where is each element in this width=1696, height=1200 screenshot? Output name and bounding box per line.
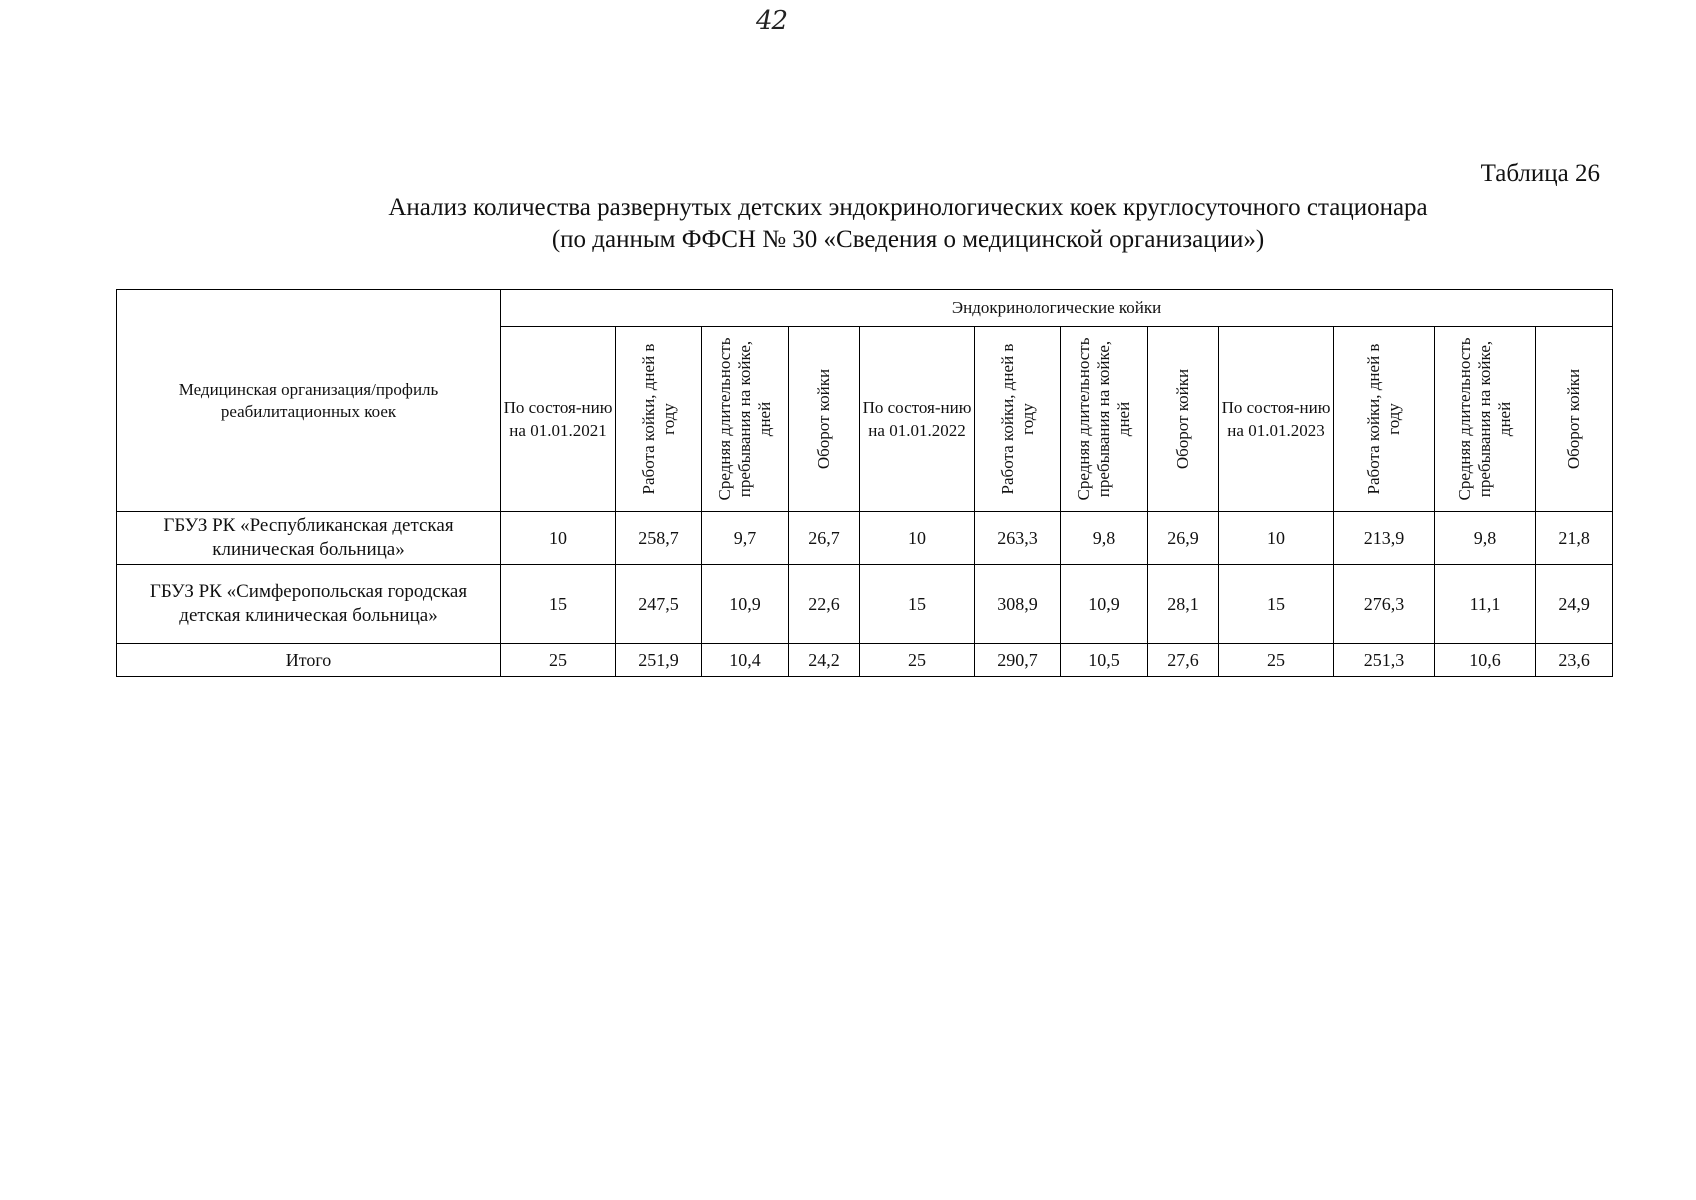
value-cell: 27,6 [1148,644,1219,677]
column-header: Оборот койки [1536,327,1613,512]
value-cell: 10 [860,512,975,565]
value-cell: 26,7 [789,512,860,565]
document-title [0,192,1696,256]
value-cell: 10,6 [1435,644,1536,677]
column-header: Работа койки, дней в году [1334,327,1435,512]
value-cell: 9,7 [702,512,789,565]
value-cell: 10 [1219,512,1334,565]
total-row [117,644,1613,677]
column-header: Средняя длительность пребывания на койке, дней [1061,327,1148,512]
column-header: Работа койки, дней в году [975,327,1061,512]
value-cell: 26,9 [1148,512,1219,565]
value-cell: 15 [501,565,616,644]
value-cell: 25 [501,644,616,677]
org-column-header: Медицинская организация/профиль реабилитационных коек [117,290,501,512]
column-header: По состоя-нию на 01.01.2022 [860,327,975,512]
table-label: Таблица 26 [1480,160,1600,187]
table-row [117,565,1613,644]
value-cell: 10,5 [1061,644,1148,677]
column-header: Средняя длительность пребывания на койке, дней [702,327,789,512]
value-cell: 24,2 [789,644,860,677]
beds-analysis-table [116,289,1613,677]
column-header: По состоя-нию на 01.01.2021 [501,327,616,512]
value-cell: 213,9 [1334,512,1435,565]
value-cell: 263,3 [975,512,1061,565]
value-cell: 23,6 [1536,644,1613,677]
value-cell: 10,9 [1061,565,1148,644]
value-cell: 11,1 [1435,565,1536,644]
value-cell: 15 [860,565,975,644]
value-cell: 308,9 [975,565,1061,644]
value-cell: 24,9 [1536,565,1613,644]
value-cell: 28,1 [1148,565,1219,644]
column-header: По состоя-нию на 01.01.2023 [1219,327,1334,512]
table-row [117,512,1613,565]
org-name-cell: ГБУЗ РК «Симферопольская городская детская клиническая больница» [117,565,501,644]
value-cell: 9,8 [1435,512,1536,565]
value-cell: 258,7 [616,512,702,565]
value-cell: 25 [1219,644,1334,677]
value-cell: 247,5 [616,565,702,644]
title-line-1: Анализ количества развернутых детских эндокринологических коек круглосуточного стационара [388,194,1428,221]
column-header: Работа койки, дней в году [616,327,702,512]
column-header: Оборот койки [789,327,860,512]
total-label-cell: Итого [117,644,501,677]
value-cell: 9,8 [1061,512,1148,565]
value-cell: 251,3 [1334,644,1435,677]
value-cell: 251,9 [616,644,702,677]
value-cell: 276,3 [1334,565,1435,644]
column-header: Оборот койки [1148,327,1219,512]
group-header: Эндокринологические койки [501,290,1613,327]
value-cell: 22,6 [789,565,860,644]
org-name-cell: ГБУЗ РК «Республиканская детская клиническая больница» [117,512,501,565]
value-cell: 25 [860,644,975,677]
value-cell: 15 [1219,565,1334,644]
value-cell: 21,8 [1536,512,1613,565]
value-cell: 10 [501,512,616,565]
value-cell: 10,9 [702,565,789,644]
column-header: Средняя длительность пребывания на койке, дней [1435,327,1536,512]
page-number: 42 [756,6,788,36]
value-cell: 10,4 [702,644,789,677]
value-cell: 290,7 [975,644,1061,677]
title-line-2: (по данным ФФСН № 30 «Сведения о медицинской организации») [551,226,1265,253]
